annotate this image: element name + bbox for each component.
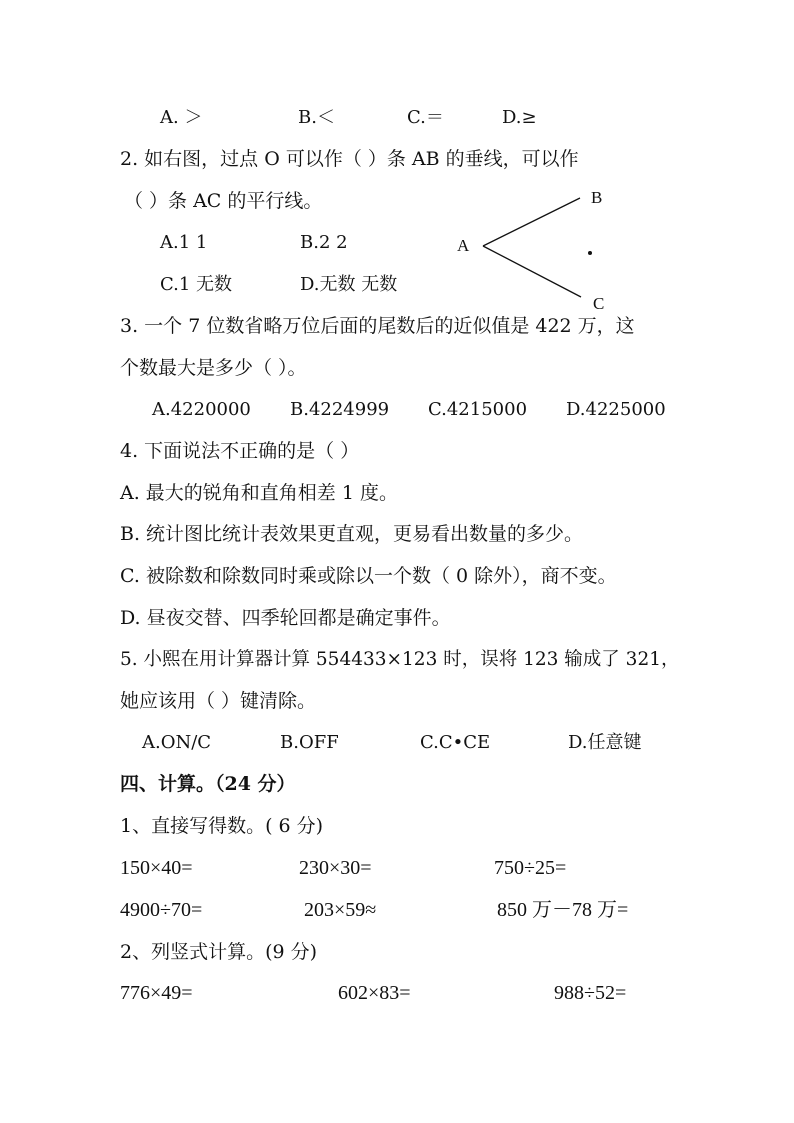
q3-option-b: B.4224999 xyxy=(290,399,390,420)
q2-option-c: C.1 无数 xyxy=(160,274,233,295)
point-o xyxy=(588,251,592,255)
calc-item: 230×30= xyxy=(299,857,372,879)
calc-item: 150×40= xyxy=(120,857,193,879)
ray-ac xyxy=(483,246,581,297)
calc-item: 203×59≈ xyxy=(304,899,377,921)
q3-option-c: C.4215000 xyxy=(428,399,528,420)
q3-stem-line1: 3. 一个 7 位数省略万位后面的尾数后的近似值是 422 万，这 xyxy=(120,315,635,337)
q1-option-d: D.≥ xyxy=(502,107,537,128)
q5-option-b: B.OFF xyxy=(280,732,339,753)
q3-option-d: D.4225000 xyxy=(566,399,666,420)
calc-item: 988÷52= xyxy=(554,982,627,1004)
q2-stem-line1: 2. 如右图，过点 O 可以作（ ）条 AB 的垂线，可以作 xyxy=(120,148,579,170)
q4-option-a: A. 最大的锐角和直角相差 1 度。 xyxy=(120,482,398,504)
calc-item: 850 万－78 万= xyxy=(497,899,629,921)
calc-item: 750÷25= xyxy=(494,857,567,879)
q5-stem-line1: 5. 小熙在用计算器计算 554433×123 时，误将 123 输成了 321， xyxy=(120,649,680,670)
q3-stem-line2: 个数最大是多少（ ）。 xyxy=(120,357,307,379)
q1-option-b: B.＜ xyxy=(298,107,335,128)
q5-stem-line2: 她应该用（ ）键清除。 xyxy=(120,690,317,712)
q2-option-a: A.1 1 xyxy=(160,232,208,253)
q2-option-d: D.无数 无数 xyxy=(300,274,398,295)
part2-title: 2、列竖式计算。(9 分) xyxy=(120,941,318,963)
q1-option-a: A. ＞ xyxy=(160,107,203,128)
q5-option-a: A.ON/C xyxy=(142,732,212,753)
q4-stem: 4. 下面说法不正确的是（ ） xyxy=(120,440,360,462)
label-b: B xyxy=(591,188,603,207)
calc-item: 602×83= xyxy=(338,982,411,1004)
calc-item: 776×49= xyxy=(120,982,193,1004)
label-c: C xyxy=(593,294,605,310)
ray-ab xyxy=(483,198,580,246)
q1-option-c: C.＝ xyxy=(407,107,444,128)
q4-option-d: D. 昼夜交替、四季轮回都是确定事件。 xyxy=(120,607,451,629)
label-a: A xyxy=(457,236,470,255)
q2-stem-line2: （ ）条 AC 的平行线。 xyxy=(124,190,323,212)
section4-title: 四、计算。（24 分） xyxy=(120,773,296,795)
calc-item: 4900÷70= xyxy=(120,899,203,921)
q5-option-d: D.任意键 xyxy=(568,732,642,753)
q4-option-c: C. 被除数和除数同时乘或除以一个数（ 0 除外），商不变。 xyxy=(120,565,617,587)
q3-option-a: A.4220000 xyxy=(152,399,251,420)
angle-figure xyxy=(450,185,630,310)
q4-option-b: B. 统计图比统计表效果更直观，更易看出数量的多少。 xyxy=(120,523,584,545)
q5-option-c: C.C•CE xyxy=(420,732,491,753)
q2-option-b: B.2 2 xyxy=(300,232,348,253)
part1-title: 1、直接写得数。( 6 分) xyxy=(120,815,324,837)
